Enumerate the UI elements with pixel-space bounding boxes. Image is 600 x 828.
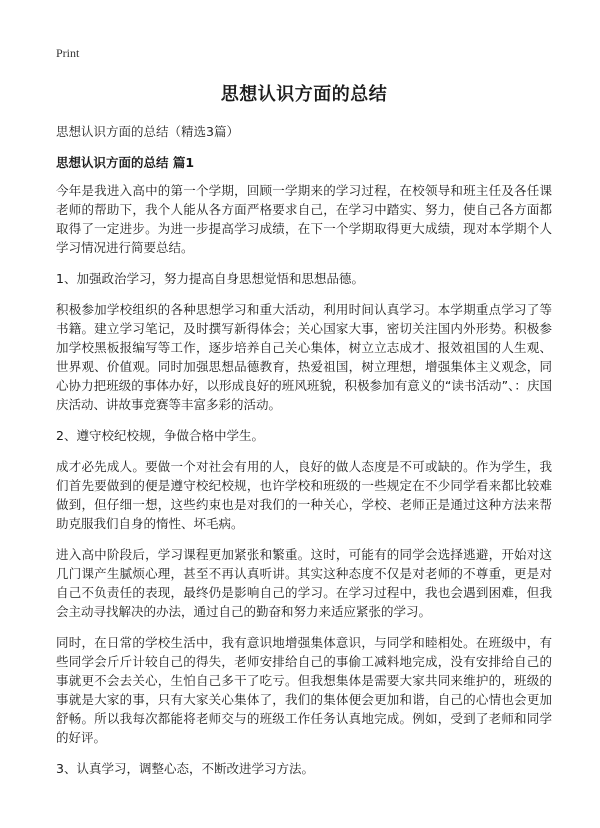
paragraph-point-3: 3、认真学习，调整心态，不断改进学习方法。: [56, 761, 314, 776]
paragraph-point-1: 1、加强政治学习，努力提高自身思想觉悟和思想品德。: [56, 271, 364, 286]
document-title: 思想认识方面的总结: [220, 84, 388, 105]
paragraph-collective: 同时，在日常的学校生活中，我有意识地增强集体意识，与同学和睦相处。在班级中，有些同学会斤斤计较自己的得失，老师安排给自己的事偷工减料地完成，没有安排给自己的事就更不会去关心，生怕自己多干了吃亏。但我想集体是需要大家共同来维护的，班级的事就是大家的事，只有大家关心集体了，我们的集体便会更加和谐，自己的心情也会更加舒畅。所以我每次都能将老师交与的班级工作任务认真地完成。例如，受到了老师和同学的好评。: [56, 635, 552, 745]
paragraph-political-study: 积极参加学校组织的各种思想学习和重大活动，利用时间认真学习。本学期重点学习了等书籍。建立学习笔记，及时撰写新得体会；关心国家大事，密切关注国内外形势。积极参加学校黑板报编写等工作，逐步培养自己关心集体，树立立志成才、报效祖国的人生观、世界观、价值观。同时加强思想品德教育，热爱祖国，树立理想，增强集体主义观念，同心协力把班级的事体办好，以形成良好的班风班貌，积极参加有意义的“读书活动”、：庆国庆活动、讲故事竞赛等丰富多彩的活动。: [56, 302, 552, 412]
paragraph-point-2: 2、遵守校纪校规，争做合格中学生。: [56, 428, 264, 443]
paragraph-high-school-study: 进入高中阶段后，学习课程更加紧张和繁重。这时，可能有的同学会选择逃避，开始对这几门课产生腻烦心理，甚至不再认真听讲。其实这种态度不仅是对老师的不尊重，更是对自己不负责任的表现，最终仍是影响自己的学习。在学习过程中，我也会遇到困难，但我会主动寻找解决的办法，通过自己的勤奋和努力来适应紧张的学习。: [56, 547, 552, 619]
document-body: [56, 181, 552, 790]
document-subtitle: 思想认识方面的总结（精选3篇）: [56, 124, 239, 139]
paragraph-discipline: 成才必先成人。要做一个对社会有用的人，良好的做人态度是不可或缺的。作为学生，我们首先要做到的便是遵守校纪校规，也许学校和班级的一些规定在不少同学看来都比较难做到，但仔细一想，这些约束也是对我们的一种关心，学校、老师正是通过这种方法来帮助克服我们自身的惰性、坏毛病。: [56, 459, 552, 531]
print-label: Print: [56, 46, 80, 60]
paragraph-intro: 今年是我进入高中的第一个学期，回顾一学期来的学习过程，在校领导和班主任及各任课老师的帮助下，我个人能从各方面严格要求自己，在学习中踏实、努力，使自己各方面都取得了一定进步。为进一步提高学习成绩，在下一个学期取得更大成绩，现对本学期个人学习情况进行简要总结。: [56, 183, 552, 255]
section-heading: 思想认识方面的总结 篇1: [56, 155, 195, 170]
